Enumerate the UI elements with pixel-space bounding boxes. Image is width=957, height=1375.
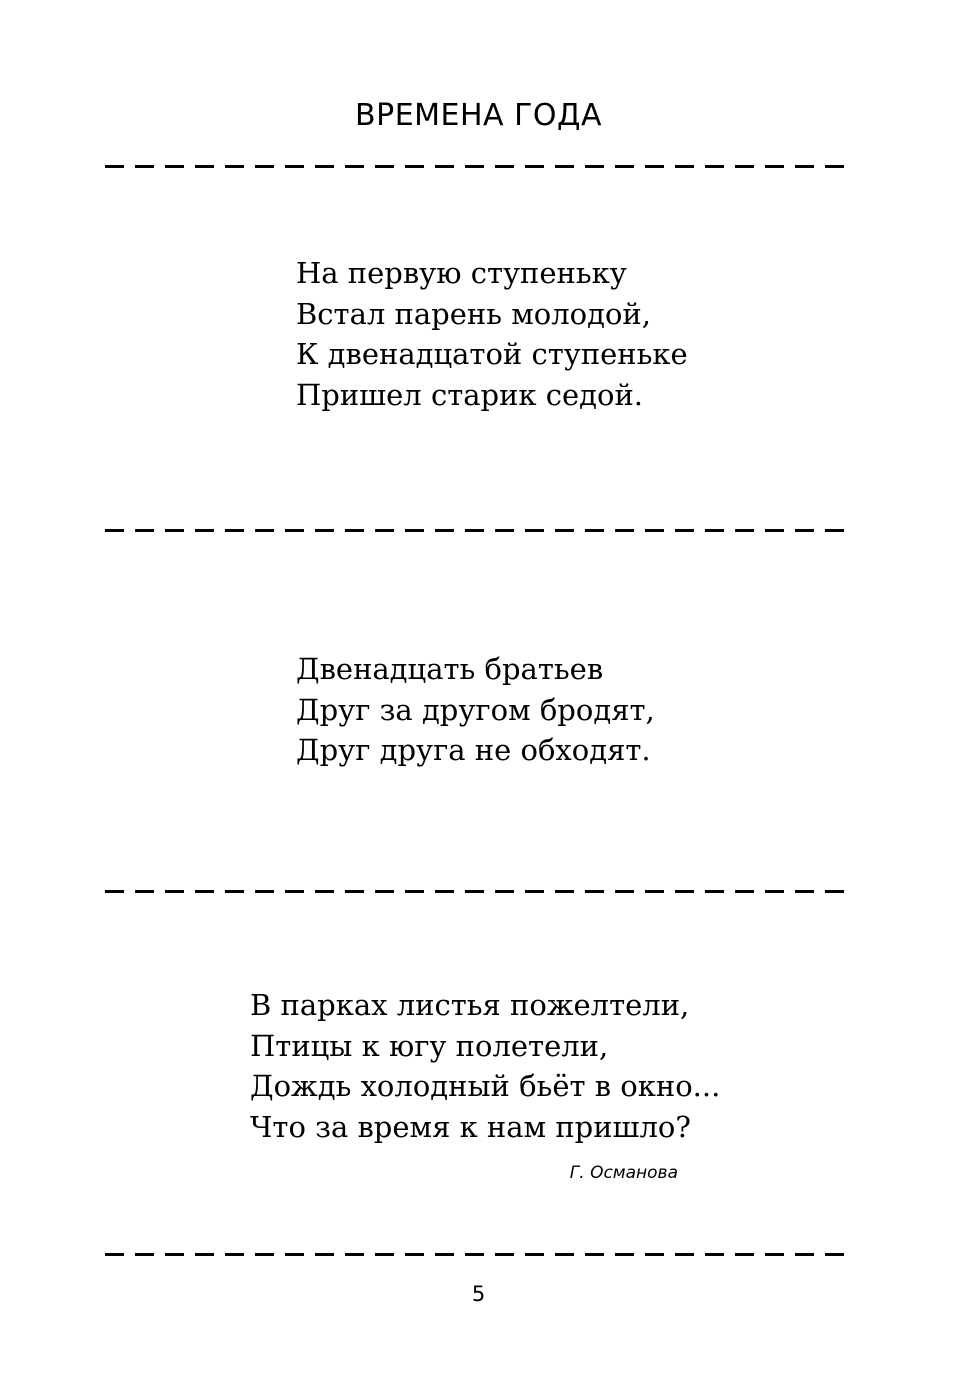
page-number: 5 [471,1282,486,1306]
riddle-1-line-4: Пришел старик седой. [296,377,644,412]
riddle-3-line-1: В парках листья пожелтели, [250,988,690,1022]
riddle-3-line-3: Дождь холодный бьёт в окно... [250,1069,721,1103]
riddle-3 [250,985,720,1147]
riddle-3-line-4: Что за время к нам пришло? [250,1109,691,1144]
riddle-1 [296,253,688,415]
page-title: ВРЕМЕНА ГОДА [355,98,602,133]
dashed-divider-2 [105,529,852,532]
riddle-2-line-3: Друг друга не обходят. [296,733,651,767]
riddle-2-line-1: Двенадцать братьев [296,652,604,686]
dashed-divider-3 [105,890,852,893]
dashed-divider-top [105,165,852,168]
dashed-divider-bottom [105,1253,852,1256]
riddle-1-line-2: Встал парень молодой, [296,296,651,331]
riddle-1-line-1: На первую ступеньку [296,256,627,290]
riddle-2-line-2: Друг за другом бродят, [296,692,655,727]
riddle-2 [296,649,655,771]
poem-author: Г. Османова [569,1163,678,1183]
riddle-1-line-3: К двенадцатой ступеньке [296,337,688,371]
riddle-3-line-2: Птицы к югу полетели, [250,1028,609,1063]
